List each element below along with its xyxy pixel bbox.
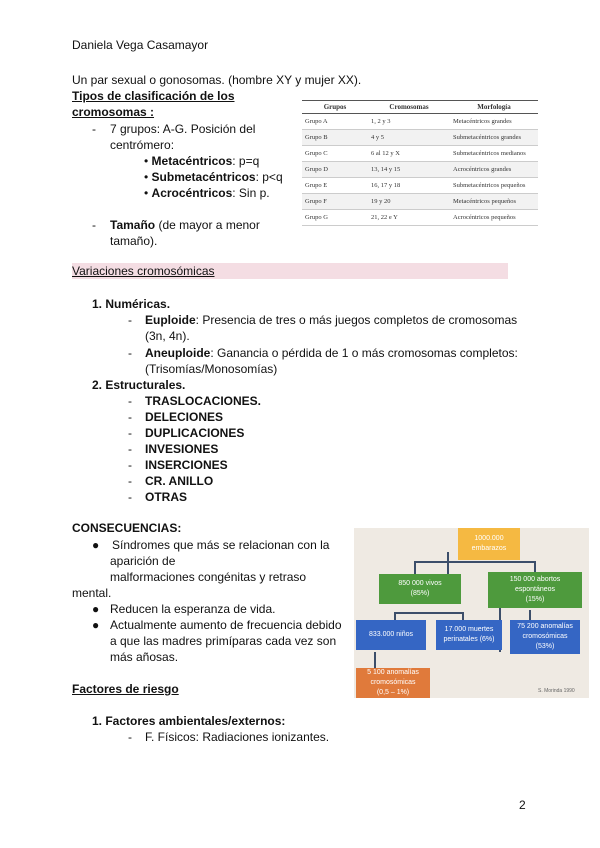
table-row — [302, 114, 538, 130]
type-metacentricos — [144, 153, 259, 169]
bullet-dot: ● — [92, 618, 100, 632]
clasificacion-heading-1: Tipos de clasificación de los — [72, 89, 235, 103]
bullet-dash: - — [128, 442, 132, 456]
grupos-text-1: 7 grupos: A-G. Posición del — [110, 122, 256, 136]
table-cell: Metacéntricos grandes — [450, 114, 538, 130]
chromosome-table — [302, 100, 538, 226]
variaciones-heading: Variaciones cromosómicas — [72, 264, 215, 278]
bullet-dot: ● — [92, 538, 100, 552]
type-desc: : Sin p. — [232, 186, 270, 200]
col-header: Morfología — [450, 101, 538, 114]
bullet-dash: - — [128, 458, 132, 472]
consecuencia-1-line-3: malformaciones congénitas y retraso — [110, 570, 307, 584]
flow-box-vivos — [379, 574, 461, 604]
connector-line — [447, 552, 449, 574]
euploide-line-1 — [145, 312, 517, 328]
clasificacion-heading-2: cromosomas : — [72, 105, 155, 119]
flow-text: cromosómicas — [370, 679, 416, 686]
flow-text: 17.000 muertes — [444, 626, 494, 633]
estructural-item: DELECIONES — [145, 410, 224, 424]
type-name: Acrocéntricos — [151, 186, 233, 200]
consecuencias-heading: CONSECUENCIAS: — [72, 521, 182, 535]
table-row — [302, 194, 538, 210]
estructurales-label: 2. Estructurales. — [92, 378, 186, 392]
factor-item-1: 1. Factores ambientales/externos: — [92, 714, 286, 728]
document-author: Daniela Vega Casamayor — [72, 38, 209, 52]
table-cell: Submetacéntricos grandes — [450, 130, 538, 146]
table-cell: 1, 2 y 3 — [368, 114, 450, 130]
bullet-dash: - — [128, 730, 132, 744]
connector-line — [529, 610, 531, 620]
flow-text: perinatales (6%) — [443, 636, 495, 643]
euploide-line-2: (3n, 4n). — [145, 329, 190, 343]
estructural-item: CR. ANILLO — [145, 474, 214, 488]
table-cell: 19 y 20 — [368, 194, 450, 210]
flow-text: (15%) — [525, 596, 545, 603]
factor-item-1-sub: F. Físicos: Radiaciones ionizantes. — [145, 730, 330, 744]
type-acrocentricos — [144, 185, 270, 201]
euploide-label: Euploide — [145, 313, 196, 327]
table-cell: 16, 17 y 18 — [368, 178, 450, 194]
table-cell: Grupo B — [302, 130, 368, 146]
table-cell: Grupo G — [302, 210, 368, 226]
col-header: Grupos — [302, 101, 368, 114]
intro-text: Un par sexual o gonosomas. (hombre XY y mujer XX). — [72, 73, 362, 87]
page-number: 2 — [519, 798, 526, 812]
numericas-label: 1. Numéricas. — [92, 297, 171, 311]
estructural-item: INVESIONES — [145, 442, 219, 456]
bullet-dot: • — [144, 186, 149, 200]
pregnancy-outcome-flowchart — [354, 528, 589, 698]
flow-text: embarazos — [471, 545, 507, 552]
table-row — [302, 178, 538, 194]
aneuploide-line-1 — [145, 345, 518, 361]
flow-text: espontáneos — [514, 586, 556, 593]
table-cell: Grupo C — [302, 146, 368, 162]
table-cell: Submetacéntricos medianos — [450, 146, 538, 162]
estructural-item: OTRAS — [145, 490, 187, 504]
table-row — [302, 210, 538, 226]
tamano-desc: (de mayor a menor — [155, 218, 260, 232]
type-submetacentricos — [144, 169, 283, 185]
flow-text: (0,5 – 1%) — [376, 689, 410, 696]
table-cell: Acrocéntricos pequeños — [450, 210, 538, 226]
flow-text: 1000.000 — [474, 535, 504, 542]
connector-line — [462, 612, 464, 620]
bullet-dash: - — [128, 474, 132, 488]
flow-box-anomalias-vivos — [356, 668, 430, 698]
tamano-label: Tamaño — [110, 218, 156, 232]
bullet-dot: • — [144, 170, 149, 184]
flow-text: (53%) — [535, 643, 555, 650]
bullet-dot: ● — [92, 602, 100, 616]
flow-box-anomalias — [510, 620, 580, 654]
bullet-dash: - — [128, 490, 132, 504]
tamano-line-1 — [110, 217, 260, 233]
connector-line — [414, 561, 534, 563]
consecuencia-2: Reducen la esperanza de vida. — [110, 602, 276, 616]
table-cell: Metacéntricos pequeños — [450, 194, 538, 210]
table-cell: Grupo D — [302, 162, 368, 178]
euploide-desc: : Presencia de tres o más juegos completos de cromosomas — [195, 313, 518, 327]
table-row — [302, 146, 538, 162]
bullet-dash: - — [92, 218, 96, 232]
estructural-item: INSERCIONES — [145, 458, 228, 472]
flow-text: cromosómicas — [522, 633, 568, 640]
type-desc: : p=q — [232, 154, 260, 168]
factores-heading: Factores de riesgo — [72, 682, 179, 696]
table-header-row — [302, 101, 538, 114]
grupos-text-2: centrómero: — [110, 138, 175, 152]
aneuploide-line-2: (Trisomías/Monosomías) — [145, 362, 278, 376]
type-desc: : p<q — [255, 170, 283, 184]
flow-text: 5 100 anomalías — [367, 669, 419, 676]
flowchart-credit: S. Morinda 1990 — [538, 688, 575, 694]
consecuencia-3-line-2: a que las madres primíparas cada vez son — [110, 634, 337, 648]
table-cell: 6 al 12 y X — [368, 146, 450, 162]
connector-line — [414, 561, 416, 574]
connector-line — [394, 612, 462, 614]
table-cell: Grupo A — [302, 114, 368, 130]
flow-box-ninos — [356, 620, 426, 650]
aneuploide-label: Aneuploide — [145, 346, 211, 360]
flow-box-muertes — [436, 620, 502, 650]
table-cell: 13, 14 y 15 — [368, 162, 450, 178]
col-header: Cromosomas — [368, 101, 450, 114]
table-cell: Acrocéntricos grandes — [450, 162, 538, 178]
bullet-dash: - — [128, 410, 132, 424]
bullet-dash: - — [128, 394, 132, 408]
table-cell: 21, 22 e Y — [368, 210, 450, 226]
estructural-item: DUPLICACIONES — [145, 426, 245, 440]
flow-text: 833.000 niños — [369, 631, 413, 638]
consecuencia-3-line-3: más añosas. — [110, 650, 179, 664]
table-cell: Submetacéntricos pequeños — [450, 178, 538, 194]
flow-box-embarazos — [458, 528, 520, 560]
flow-text: (85%) — [410, 590, 430, 597]
table-cell: Grupo F — [302, 194, 368, 210]
bullet-dash: - — [128, 426, 132, 440]
consecuencia-1-line-2: aparición de — [110, 554, 176, 568]
bullet-dash: - — [128, 313, 132, 327]
aneuploide-desc: : Ganancia o pérdida de 1 o más cromosomas completos: — [210, 346, 518, 360]
consecuencia-1-line-4: mental. — [72, 586, 112, 600]
estructural-item: TRASLOCACIONES. — [145, 394, 262, 408]
bullet-dot: • — [144, 154, 149, 168]
flow-box-abortos — [488, 572, 582, 608]
consecuencia-3-line-1: Actualmente aumento de frecuencia debido — [110, 618, 342, 632]
flow-text: 75 200 anomalías — [517, 623, 573, 630]
flow-text: 850 000 vivos — [398, 580, 442, 587]
table-row — [302, 130, 538, 146]
chromosome-table-wrapper — [302, 100, 538, 226]
table-row — [302, 162, 538, 178]
type-name: Metacéntricos — [151, 154, 233, 168]
tamano-line-2: tamaño). — [110, 234, 158, 248]
bullet-dash: - — [92, 122, 96, 136]
table-cell: 4 y 5 — [368, 130, 450, 146]
table-cell: Grupo E — [302, 178, 368, 194]
type-name: Submetacéntricos — [151, 170, 256, 184]
consecuencia-1-line-1: Síndromes que más se relacionan con la — [112, 538, 330, 552]
bullet-dash: - — [128, 346, 132, 360]
flow-text: 150 000 abortos — [509, 576, 561, 583]
connector-line — [374, 652, 376, 668]
